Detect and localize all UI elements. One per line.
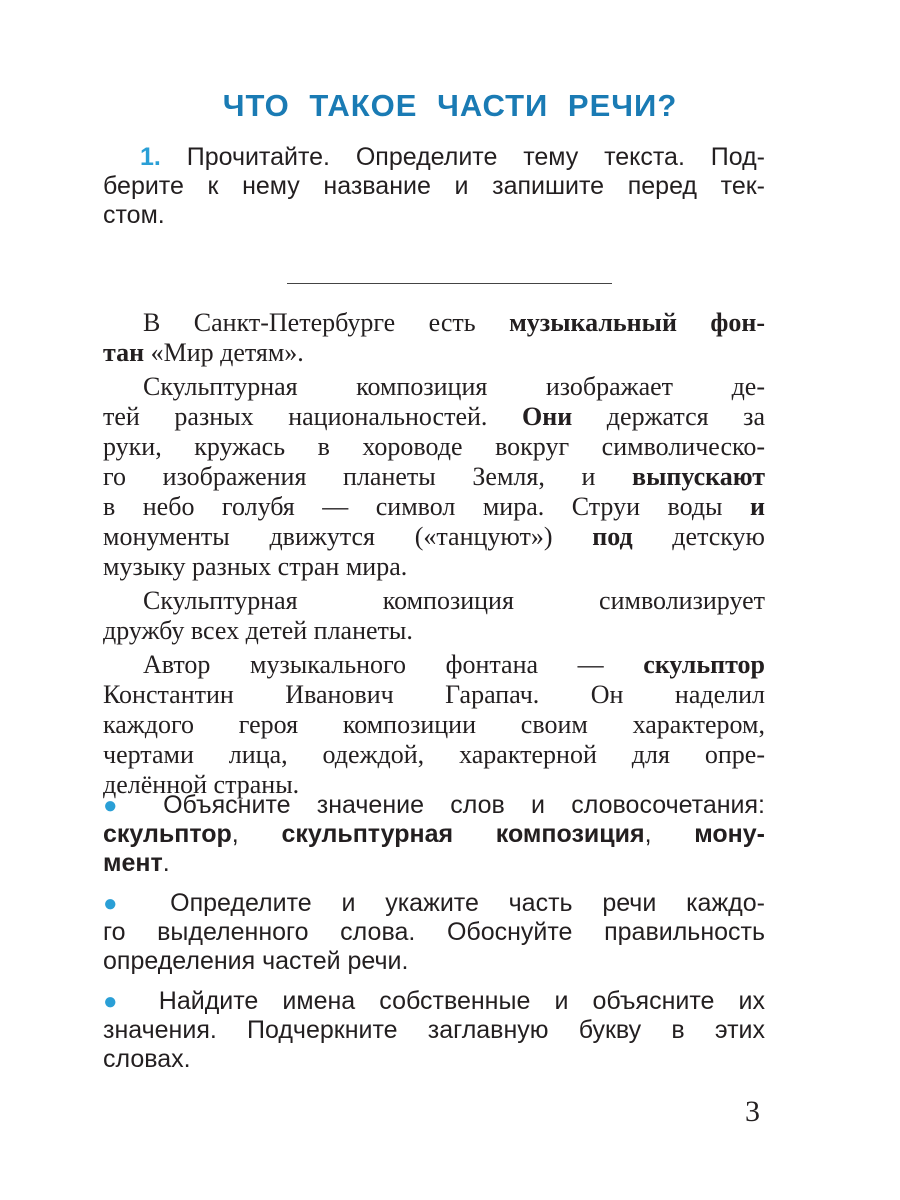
- assignment-1: ● Объясните значение слов и словосочетания: скульптор, скульптурная композиция, мону- мент.: [103, 791, 766, 877]
- task-line-3: стом.: [103, 201, 165, 229]
- reading-text: [103, 308, 765, 804]
- task-number: 1.: [140, 143, 161, 171]
- paragraph-4: Автор музыкального фонтана — скульптор Константин Иванович Гарапач. Он наделил каждого героя композиции своим характером, чертами лица, одеждой, характерной для опре- делённой страны.: [103, 650, 765, 799]
- highlighted-word: музыкальный фон-: [509, 308, 766, 337]
- paragraph-2: Скульптурная композиция изображает де- тей разных национальностей. Они держатся за руки, кружась в хороводе вокруг символическо- го изображения планеты Земля, и выпускают в небо голубя — символ мира. Струи воды и монументы движутся («танцуют») под детскую музыку разных стран мира.: [103, 372, 765, 581]
- highlighted-word: и: [750, 492, 765, 521]
- paragraph-1: В Санкт-Петербурге есть музыкальный фон- тан «Мир детям».: [103, 308, 766, 367]
- highlighted-word: скульптор: [643, 650, 765, 679]
- highlighted-word: Они: [522, 402, 573, 431]
- assignment-2: ● Определите и укажите часть речи каждо- го выделенного слова. Обоснуйте правильность определения частей речи.: [103, 889, 766, 975]
- assignment-3: ● Найдите имена собственные и объясните их значения. Подчеркните заглавную букву в этих словах.: [103, 987, 765, 1073]
- task-line-1: 1. Прочитайте. Определите тему текста. Под-: [140, 143, 765, 171]
- bullet-icon: ●: [103, 988, 135, 1015]
- assignments: [103, 791, 765, 1085]
- task-1: [103, 143, 765, 230]
- highlighted-word: под: [592, 522, 633, 551]
- page-title: ЧТО ТАКОЕ ЧАСТИ РЕЧИ?: [222, 88, 678, 123]
- task-line-2: берите к нему название и запишите перед тек-: [103, 172, 765, 200]
- title-answer-line: [287, 283, 612, 284]
- highlighted-word: тан: [103, 338, 145, 367]
- highlighted-word: выпускают: [632, 462, 765, 491]
- paragraph-3: Скульптурная композиция символизирует дружбу всех детей планеты.: [103, 586, 765, 645]
- bullet-icon: ●: [103, 890, 141, 917]
- page-number: 3: [745, 1095, 760, 1128]
- bullet-icon: ●: [103, 792, 137, 819]
